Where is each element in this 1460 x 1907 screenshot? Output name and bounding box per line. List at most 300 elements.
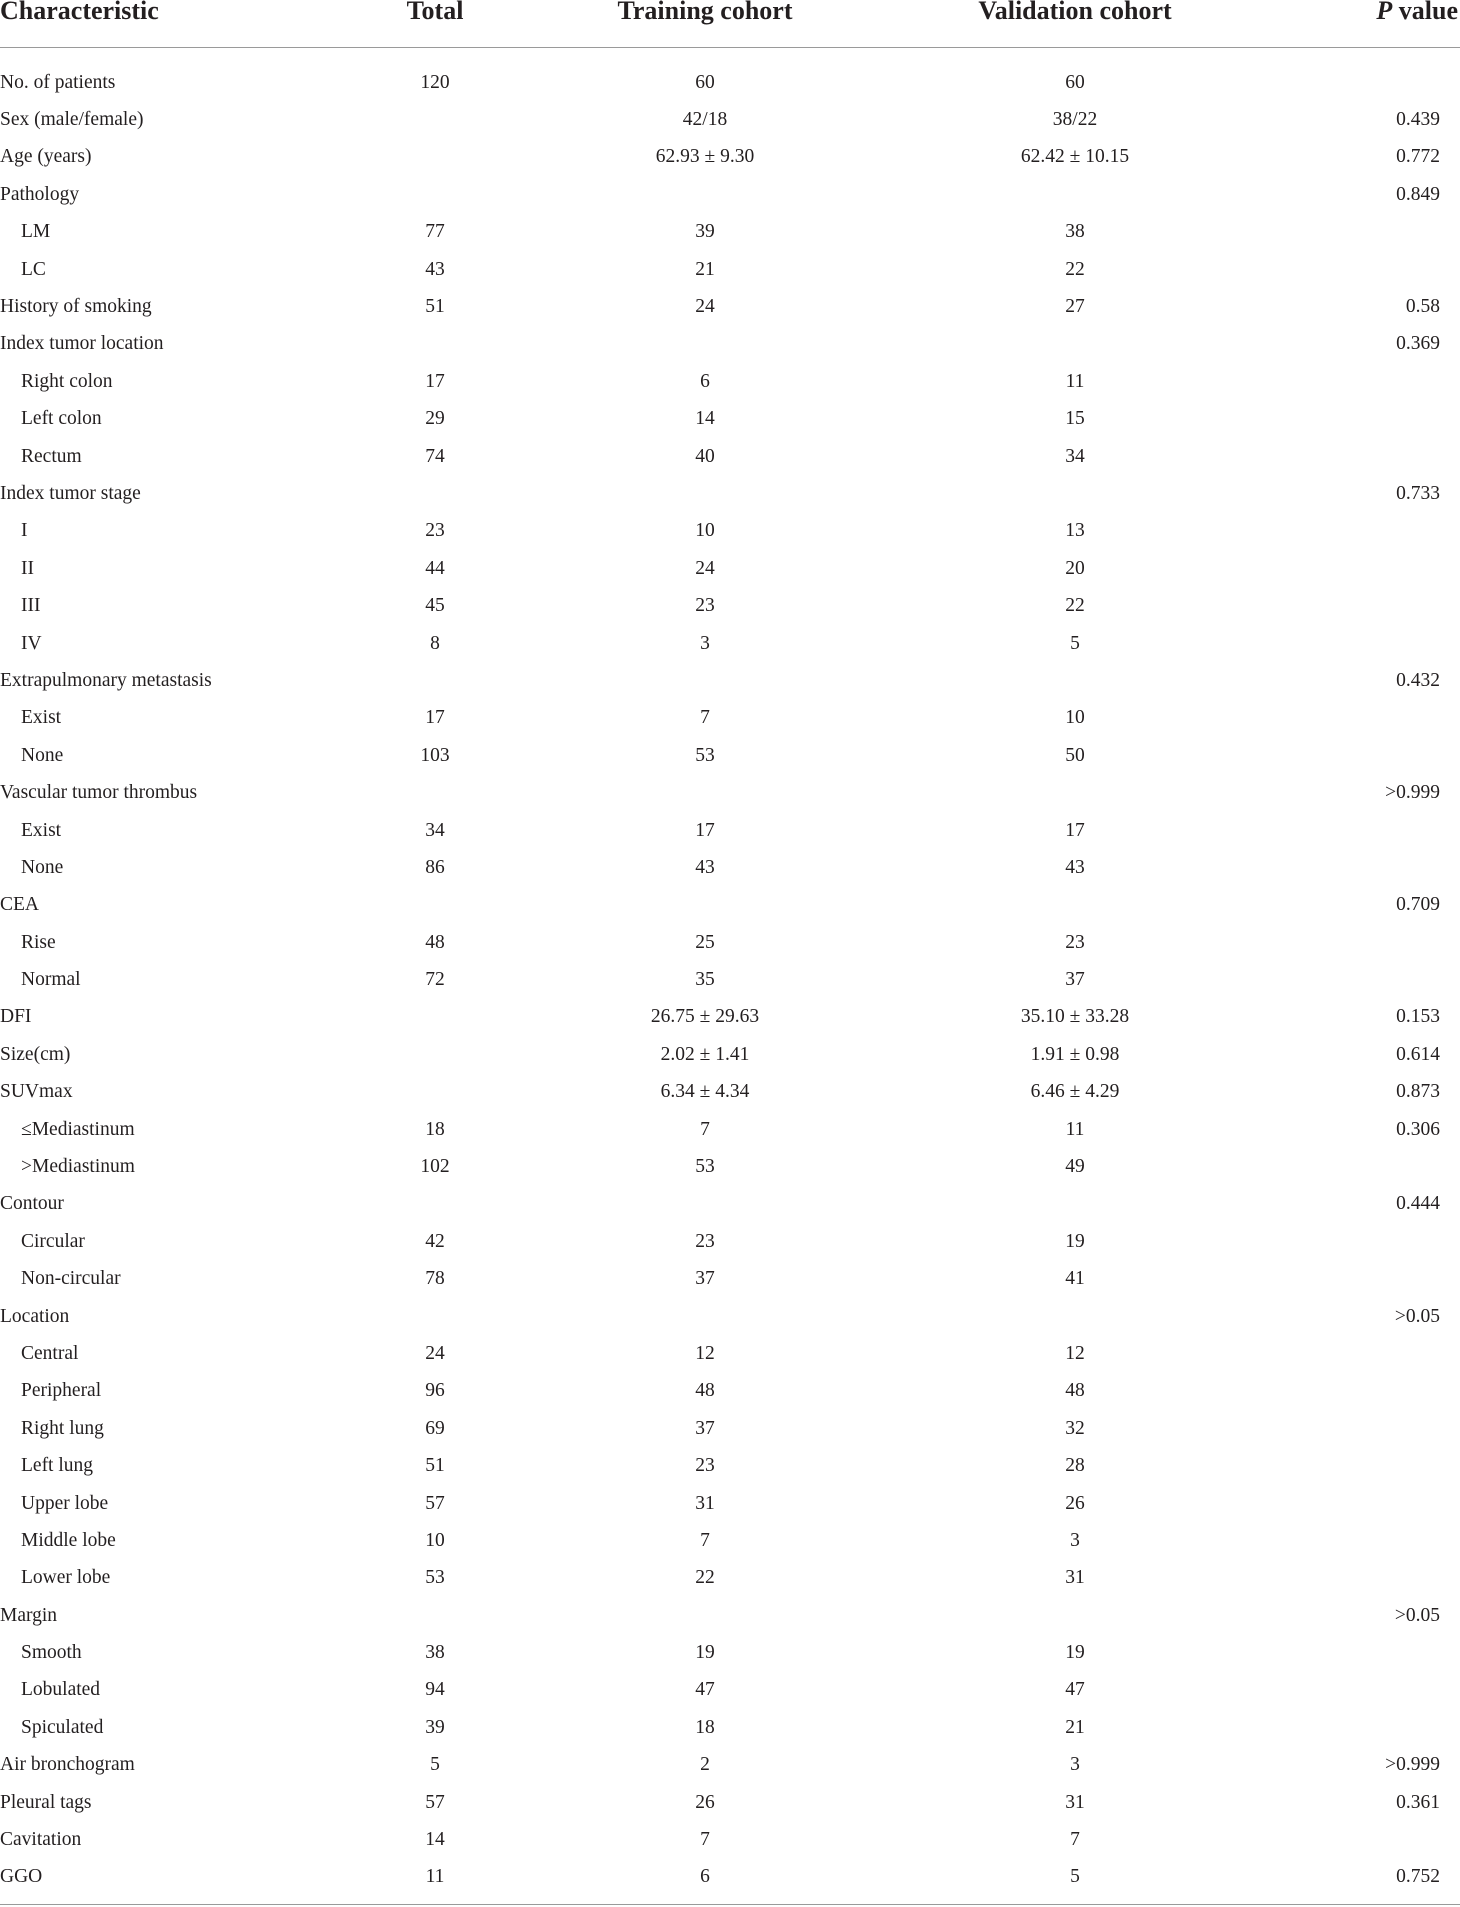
cell-total: 45 bbox=[425, 595, 445, 617]
row-label: Index tumor location bbox=[0, 333, 164, 355]
cell-training: 10 bbox=[695, 520, 715, 542]
cell-validation: 3 bbox=[1070, 1529, 1080, 1551]
cell-validation: 15 bbox=[1065, 408, 1085, 430]
cell-p-value bbox=[1270, 550, 1460, 587]
cell-total bbox=[340, 1074, 530, 1111]
cell-p-value: 0.873 bbox=[1396, 1081, 1440, 1103]
cell-training bbox=[530, 326, 880, 363]
row-label: CEA bbox=[0, 894, 39, 916]
cell-total: 77 bbox=[425, 221, 445, 243]
cell-training: 6 bbox=[530, 1859, 880, 1905]
table-row bbox=[0, 700, 1460, 737]
table-row bbox=[0, 1186, 1460, 1223]
cell-p-value bbox=[1270, 924, 1460, 961]
cell-p-value: >0.999 bbox=[1385, 1754, 1440, 1776]
cell-p-value: 0.369 bbox=[1396, 333, 1440, 355]
row-label: Lower lobe bbox=[21, 1567, 111, 1589]
cell-training bbox=[530, 1597, 880, 1634]
table-header bbox=[0, 0, 1460, 48]
table-row bbox=[0, 1447, 1460, 1484]
cell-total: 94 bbox=[425, 1679, 445, 1701]
cell-training: 7 bbox=[700, 707, 710, 729]
header-p-value bbox=[1270, 0, 1460, 48]
row-label: History of smoking bbox=[0, 296, 152, 318]
cell-total bbox=[340, 101, 530, 138]
cell-p-value bbox=[1270, 48, 1460, 102]
row-label: Pathology bbox=[0, 183, 80, 205]
table-row bbox=[0, 587, 1460, 624]
cell-validation: 48 bbox=[1065, 1380, 1085, 1402]
cell-total bbox=[340, 326, 530, 363]
cell-validation bbox=[880, 774, 1270, 811]
row-label: Rise bbox=[21, 931, 56, 953]
cell-p-value: 0.614 bbox=[1396, 1043, 1440, 1065]
cell-training: 37 bbox=[695, 1268, 715, 1290]
table-row bbox=[0, 176, 1460, 213]
cell-total: 34 bbox=[425, 819, 445, 841]
cell-p-value bbox=[1270, 438, 1460, 475]
table-row bbox=[0, 1410, 1460, 1447]
cell-training bbox=[530, 774, 880, 811]
cell-p-value: >0.05 bbox=[1394, 1604, 1440, 1626]
cell-validation: 41 bbox=[1065, 1268, 1085, 1290]
row-label: Lobulated bbox=[21, 1679, 101, 1701]
cell-total: 44 bbox=[425, 557, 445, 579]
cell-p-value bbox=[1270, 1560, 1460, 1597]
cell-training: 2 bbox=[700, 1754, 710, 1776]
cell-training: 22 bbox=[695, 1567, 715, 1589]
cell-p-value bbox=[1270, 1261, 1460, 1298]
cell-p-value: 0.444 bbox=[1396, 1193, 1440, 1215]
cell-validation bbox=[880, 887, 1270, 924]
row-label: None bbox=[21, 744, 64, 766]
cell-validation: 20 bbox=[1065, 557, 1085, 579]
cell-validation: 5 bbox=[880, 1859, 1270, 1905]
cell-total: 57 bbox=[425, 1492, 445, 1514]
cell-validation: 27 bbox=[1065, 296, 1085, 318]
cell-training: 7 bbox=[700, 1529, 710, 1551]
cell-p-value bbox=[1270, 700, 1460, 737]
cell-training: 12 bbox=[695, 1342, 715, 1364]
cell-validation: 22 bbox=[1065, 258, 1085, 280]
cell-training: 26 bbox=[695, 1791, 715, 1813]
cell-validation bbox=[880, 1186, 1270, 1223]
cell-p-value bbox=[1270, 625, 1460, 662]
cell-validation: 31 bbox=[1065, 1567, 1085, 1589]
row-label: Location bbox=[0, 1305, 70, 1327]
table-row bbox=[0, 48, 1460, 102]
row-label: Age (years) bbox=[0, 146, 92, 168]
cell-p-value bbox=[1270, 849, 1460, 886]
cell-training: 6 bbox=[700, 370, 710, 392]
cell-p-value: 0.849 bbox=[1396, 183, 1440, 205]
cell-p-value: 0.153 bbox=[1396, 1006, 1440, 1028]
row-label: IV bbox=[21, 632, 42, 654]
cell-total: 86 bbox=[425, 856, 445, 878]
table-row bbox=[0, 924, 1460, 961]
table-row bbox=[0, 812, 1460, 849]
table-row bbox=[0, 1036, 1460, 1073]
cell-p-value: 0.709 bbox=[1396, 894, 1440, 916]
cell-training: 31 bbox=[695, 1492, 715, 1514]
row-label: Left colon bbox=[21, 408, 102, 430]
cell-validation: 17 bbox=[1065, 819, 1085, 841]
table-row bbox=[0, 737, 1460, 774]
cell-total: 18 bbox=[425, 1118, 445, 1140]
cell-total bbox=[340, 887, 530, 924]
cell-training: 60 bbox=[695, 71, 715, 93]
table-row bbox=[0, 1672, 1460, 1709]
cell-p-value bbox=[1270, 1447, 1460, 1484]
cell-p-value bbox=[1270, 587, 1460, 624]
cell-p-value bbox=[1270, 1522, 1460, 1559]
table-row bbox=[0, 1223, 1460, 1260]
cell-p-value bbox=[1270, 513, 1460, 550]
row-label: LC bbox=[21, 258, 46, 280]
cell-validation: 50 bbox=[1065, 744, 1085, 766]
table-row bbox=[0, 1298, 1460, 1335]
cell-total: 48 bbox=[425, 931, 445, 953]
cell-validation: 26 bbox=[1065, 1492, 1085, 1514]
table-row bbox=[0, 774, 1460, 811]
row-label: Middle lobe bbox=[21, 1529, 116, 1551]
table-row bbox=[0, 363, 1460, 400]
cell-training: 47 bbox=[695, 1679, 715, 1701]
cell-training: 14 bbox=[695, 408, 715, 430]
header-characteristic: Characteristic bbox=[0, 0, 340, 48]
row-label: Smooth bbox=[21, 1642, 82, 1664]
cell-p-value: 0.733 bbox=[1396, 482, 1440, 504]
header-p-italic: P bbox=[1376, 0, 1393, 25]
table-row bbox=[0, 1148, 1460, 1185]
cell-p-value bbox=[1270, 214, 1460, 251]
cell-training: 7 bbox=[700, 1118, 710, 1140]
cell-p-value bbox=[1270, 1634, 1460, 1671]
cell-total: 96 bbox=[425, 1380, 445, 1402]
cell-training: 6.34 ± 4.34 bbox=[660, 1081, 750, 1103]
cell-validation: 28 bbox=[1065, 1455, 1085, 1477]
cell-p-value bbox=[1270, 363, 1460, 400]
cell-training: 39 bbox=[695, 221, 715, 243]
cell-total: 102 bbox=[420, 1156, 450, 1178]
cell-p-value: 0.432 bbox=[1396, 669, 1440, 691]
table-row bbox=[0, 1859, 1460, 1905]
cell-validation: 5 bbox=[1070, 632, 1080, 654]
table-row bbox=[0, 550, 1460, 587]
cell-validation: 11 bbox=[1065, 370, 1085, 392]
cell-validation: 62.42 ± 10.15 bbox=[1020, 146, 1130, 168]
cell-validation: 49 bbox=[1065, 1156, 1085, 1178]
cell-validation bbox=[880, 1597, 1270, 1634]
table-row bbox=[0, 251, 1460, 288]
cell-training: 62.93 ± 9.30 bbox=[655, 146, 755, 168]
table-row bbox=[0, 438, 1460, 475]
table-row bbox=[0, 513, 1460, 550]
cell-p-value: 0.772 bbox=[1396, 146, 1440, 168]
cell-validation: 34 bbox=[1065, 445, 1085, 467]
cell-total bbox=[340, 662, 530, 699]
row-label: Vascular tumor thrombus bbox=[0, 782, 198, 804]
cell-p-value bbox=[1270, 961, 1460, 998]
cell-p-value bbox=[1270, 251, 1460, 288]
header-total: Total bbox=[340, 0, 530, 48]
header-p-rest: value bbox=[1392, 0, 1458, 25]
cell-total: 17 bbox=[425, 707, 445, 729]
cell-training bbox=[530, 176, 880, 213]
cell-total: 8 bbox=[430, 632, 440, 654]
cell-training: 24 bbox=[695, 296, 715, 318]
row-label: Extrapulmonary metastasis bbox=[0, 669, 212, 691]
table-row bbox=[0, 625, 1460, 662]
cell-training bbox=[530, 887, 880, 924]
table-row bbox=[0, 1373, 1460, 1410]
row-label: Margin bbox=[0, 1604, 58, 1626]
cell-validation: 43 bbox=[1065, 856, 1085, 878]
cell-validation bbox=[880, 662, 1270, 699]
cell-training: 42/18 bbox=[682, 109, 728, 131]
cell-training: 40 bbox=[695, 445, 715, 467]
cell-training: 53 bbox=[695, 1156, 715, 1178]
cell-total: 72 bbox=[425, 969, 445, 991]
cell-training bbox=[530, 1186, 880, 1223]
cell-total: 29 bbox=[425, 408, 445, 430]
table-row bbox=[0, 1074, 1460, 1111]
row-label: Right colon bbox=[21, 370, 113, 392]
cell-validation: 31 bbox=[1065, 1791, 1085, 1813]
cell-training: 17 bbox=[695, 819, 715, 841]
table-row bbox=[0, 999, 1460, 1036]
cell-training: 37 bbox=[695, 1417, 715, 1439]
row-label: ≤Mediastinum bbox=[21, 1118, 135, 1140]
table-row bbox=[0, 1560, 1460, 1597]
row-label: GGO bbox=[0, 1859, 340, 1905]
cell-total: 69 bbox=[425, 1417, 445, 1439]
row-label: Upper lobe bbox=[21, 1492, 109, 1514]
table-row bbox=[0, 288, 1460, 325]
cell-total: 10 bbox=[425, 1529, 445, 1551]
cell-p-value bbox=[1270, 812, 1460, 849]
cell-p-value: 0.752 bbox=[1270, 1859, 1460, 1905]
cell-p-value bbox=[1270, 1672, 1460, 1709]
table-row bbox=[0, 1261, 1460, 1298]
cell-total: 38 bbox=[425, 1642, 445, 1664]
cell-total bbox=[340, 176, 530, 213]
cell-total: 51 bbox=[425, 296, 445, 318]
row-label: Central bbox=[21, 1342, 79, 1364]
row-label: Sex (male/female) bbox=[0, 109, 144, 131]
cell-validation bbox=[880, 475, 1270, 512]
cell-validation bbox=[880, 176, 1270, 213]
row-label: >Mediastinum bbox=[21, 1156, 135, 1178]
cell-training: 19 bbox=[695, 1642, 715, 1664]
cell-validation: 11 bbox=[1065, 1118, 1085, 1140]
cell-training: 48 bbox=[695, 1380, 715, 1402]
row-label: Contour bbox=[0, 1193, 64, 1215]
table-row bbox=[0, 961, 1460, 998]
cell-validation: 32 bbox=[1065, 1417, 1085, 1439]
table-row bbox=[0, 887, 1460, 924]
table-row bbox=[0, 139, 1460, 176]
cell-total: 39 bbox=[425, 1716, 445, 1738]
cell-validation bbox=[880, 326, 1270, 363]
cell-validation bbox=[880, 1298, 1270, 1335]
cell-total: 5 bbox=[430, 1754, 440, 1776]
table-row bbox=[0, 1709, 1460, 1746]
cell-training: 18 bbox=[695, 1716, 715, 1738]
cell-training bbox=[530, 662, 880, 699]
table-row bbox=[0, 849, 1460, 886]
cell-training bbox=[530, 1298, 880, 1335]
cell-training: 2.02 ± 1.41 bbox=[660, 1043, 750, 1065]
row-label: SUVmax bbox=[0, 1081, 73, 1103]
table-row bbox=[0, 1522, 1460, 1559]
table-row bbox=[0, 1335, 1460, 1372]
table-row bbox=[0, 1597, 1460, 1634]
cell-validation: 23 bbox=[1065, 931, 1085, 953]
cell-p-value bbox=[1270, 1223, 1460, 1260]
table-row bbox=[0, 401, 1460, 438]
cell-total bbox=[340, 999, 530, 1036]
cell-total: 24 bbox=[425, 1342, 445, 1364]
row-label: Air bronchogram bbox=[0, 1754, 135, 1776]
table-row bbox=[0, 1821, 1460, 1858]
cell-total: 103 bbox=[420, 744, 450, 766]
cell-p-value bbox=[1270, 1410, 1460, 1447]
cell-validation: 38/22 bbox=[1052, 109, 1098, 131]
row-label: Circular bbox=[21, 1230, 85, 1252]
cell-validation: 13 bbox=[1065, 520, 1085, 542]
cell-training bbox=[530, 475, 880, 512]
row-label: Exist bbox=[21, 819, 62, 841]
cell-total bbox=[340, 1186, 530, 1223]
row-label: Right lung bbox=[21, 1417, 104, 1439]
cell-training: 24 bbox=[695, 557, 715, 579]
cell-validation: 22 bbox=[1065, 595, 1085, 617]
cell-training: 53 bbox=[695, 744, 715, 766]
cell-training: 23 bbox=[695, 595, 715, 617]
cell-validation: 1.91 ± 0.98 bbox=[1030, 1043, 1120, 1065]
cell-p-value bbox=[1270, 1821, 1460, 1858]
cell-total: 120 bbox=[420, 71, 450, 93]
cell-total: 42 bbox=[425, 1230, 445, 1252]
cell-validation: 38 bbox=[1065, 221, 1085, 243]
cell-total bbox=[340, 1597, 530, 1634]
table-row bbox=[0, 1634, 1460, 1671]
row-label: LM bbox=[21, 221, 51, 243]
cell-total: 51 bbox=[425, 1455, 445, 1477]
cell-p-value bbox=[1270, 1335, 1460, 1372]
row-label: DFI bbox=[0, 1006, 32, 1028]
cell-validation: 60 bbox=[1065, 71, 1085, 93]
cell-total bbox=[340, 475, 530, 512]
cell-total: 17 bbox=[425, 370, 445, 392]
cell-validation: 7 bbox=[1070, 1829, 1080, 1851]
row-label: Non-circular bbox=[21, 1268, 121, 1290]
cell-validation: 3 bbox=[1070, 1754, 1080, 1776]
cell-training: 25 bbox=[695, 931, 715, 953]
cell-total: 43 bbox=[425, 258, 445, 280]
cell-validation: 37 bbox=[1065, 969, 1085, 991]
table-row bbox=[0, 1485, 1460, 1522]
cell-p-value bbox=[1270, 1709, 1460, 1746]
row-label: Exist bbox=[21, 707, 62, 729]
row-label: Size(cm) bbox=[0, 1043, 71, 1065]
cell-p-value bbox=[1270, 1148, 1460, 1185]
header-validation-cohort: Validation cohort bbox=[880, 0, 1270, 48]
cell-p-value: 0.361 bbox=[1396, 1791, 1440, 1813]
table-row bbox=[0, 326, 1460, 363]
header-training-cohort: Training cohort bbox=[530, 0, 880, 48]
cell-training: 35 bbox=[695, 969, 715, 991]
cell-total: 74 bbox=[425, 445, 445, 467]
table-row bbox=[0, 214, 1460, 251]
row-label: Pleural tags bbox=[0, 1791, 92, 1813]
table-body bbox=[0, 48, 1460, 1905]
cell-total: 14 bbox=[425, 1829, 445, 1851]
cell-p-value bbox=[1270, 401, 1460, 438]
cell-p-value: >0.999 bbox=[1385, 782, 1440, 804]
cell-p-value bbox=[1270, 1373, 1460, 1410]
table-row bbox=[0, 1784, 1460, 1821]
cell-total: 78 bbox=[425, 1268, 445, 1290]
cell-total bbox=[340, 774, 530, 811]
row-label: Rectum bbox=[21, 445, 82, 467]
table-row bbox=[0, 101, 1460, 138]
table-row bbox=[0, 1747, 1460, 1784]
row-label: II bbox=[21, 557, 34, 579]
cell-validation: 21 bbox=[1065, 1716, 1085, 1738]
cell-total bbox=[340, 1298, 530, 1335]
cell-total: 11 bbox=[340, 1859, 530, 1905]
cell-validation: 19 bbox=[1065, 1642, 1085, 1664]
cell-training: 7 bbox=[700, 1829, 710, 1851]
row-label: Peripheral bbox=[21, 1380, 102, 1402]
row-label: None bbox=[21, 856, 64, 878]
table-row bbox=[0, 1111, 1460, 1148]
cell-p-value: 0.306 bbox=[1396, 1118, 1440, 1140]
cell-p-value bbox=[1270, 737, 1460, 774]
cell-total bbox=[340, 1036, 530, 1073]
cell-validation: 6.46 ± 4.29 bbox=[1030, 1081, 1120, 1103]
cell-training: 23 bbox=[695, 1455, 715, 1477]
cell-training: 43 bbox=[695, 856, 715, 878]
cell-total bbox=[340, 139, 530, 176]
cell-p-value: 0.58 bbox=[1405, 296, 1440, 318]
cell-validation: 12 bbox=[1065, 1342, 1085, 1364]
row-label: Normal bbox=[21, 969, 81, 991]
row-label: III bbox=[21, 595, 41, 617]
row-label: I bbox=[21, 520, 28, 542]
cell-training: 23 bbox=[695, 1230, 715, 1252]
cell-validation: 47 bbox=[1065, 1679, 1085, 1701]
cell-validation: 10 bbox=[1065, 707, 1085, 729]
row-label: Left lung bbox=[21, 1455, 94, 1477]
table-row bbox=[0, 475, 1460, 512]
row-label: Spiculated bbox=[21, 1716, 104, 1738]
cell-training: 21 bbox=[695, 258, 715, 280]
row-label: Cavitation bbox=[0, 1829, 82, 1851]
cell-validation: 35.10 ± 33.28 bbox=[1020, 1006, 1130, 1028]
header-row bbox=[0, 0, 1460, 48]
row-label: No. of patients bbox=[0, 71, 116, 93]
cell-total: 53 bbox=[425, 1567, 445, 1589]
cell-p-value: >0.05 bbox=[1394, 1305, 1440, 1327]
cell-p-value: 0.439 bbox=[1396, 109, 1440, 131]
row-label: Index tumor stage bbox=[0, 482, 141, 504]
cell-training: 26.75 ± 29.63 bbox=[650, 1006, 760, 1028]
cell-total: 57 bbox=[425, 1791, 445, 1813]
cell-training: 3 bbox=[700, 632, 710, 654]
